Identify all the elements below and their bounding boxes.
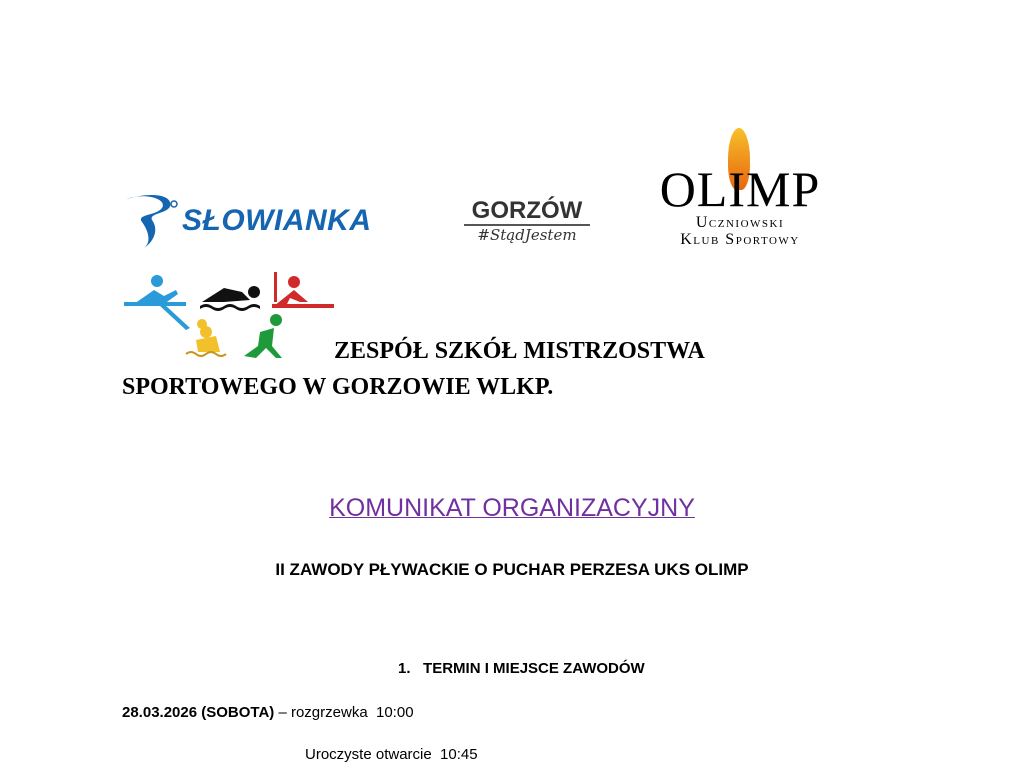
water-polo-icon	[186, 319, 226, 356]
running-icon	[244, 314, 282, 358]
opening-time: Uroczyste otwarcie 10:45	[305, 746, 478, 763]
swimmer-swoosh-icon	[122, 192, 178, 250]
swimming-icon	[200, 286, 260, 311]
olimp-line2: Klub Sportowy	[680, 231, 800, 248]
sports-pictograms	[124, 272, 336, 362]
olimp-logo	[654, 128, 826, 248]
gorzow-wordmark: GORZÓW	[464, 198, 590, 226]
warmup-time: – rozgrzewka 10:00	[274, 704, 414, 721]
school-name-line2: SPORTOWEGO W GORZOWIE WLKP.	[122, 374, 554, 400]
rowing-icon	[124, 275, 190, 330]
olimp-wordmark: OLIMP	[659, 161, 821, 217]
section-heading	[398, 660, 645, 677]
olimp-line1: Uczniowski	[695, 214, 785, 231]
canoeing-icon	[272, 272, 334, 308]
gorzow-tagline: #StądJestem	[477, 226, 577, 244]
slowianka-wordmark: SŁOWIANKA	[182, 204, 372, 237]
gorzow-logo	[464, 198, 590, 244]
event-date: 28.03.2026 (SOBOTA)	[122, 704, 275, 721]
schedule-date-line	[122, 704, 414, 721]
slowianka-logo	[122, 192, 371, 250]
section-number: 1.	[398, 660, 411, 677]
document-title: KOMUNIKAT ORGANIZACYJNY	[329, 494, 695, 522]
section-title: TERMIN I MIEJSCE ZAWODÓW	[423, 660, 645, 677]
school-name-line1: ZESPÓŁ SZKÓŁ MISTRZOSTWA	[334, 338, 705, 364]
document-subtitle: II ZAWODY PŁYWACKIE O PUCHAR PERZESA UKS OLIMP	[275, 560, 749, 579]
